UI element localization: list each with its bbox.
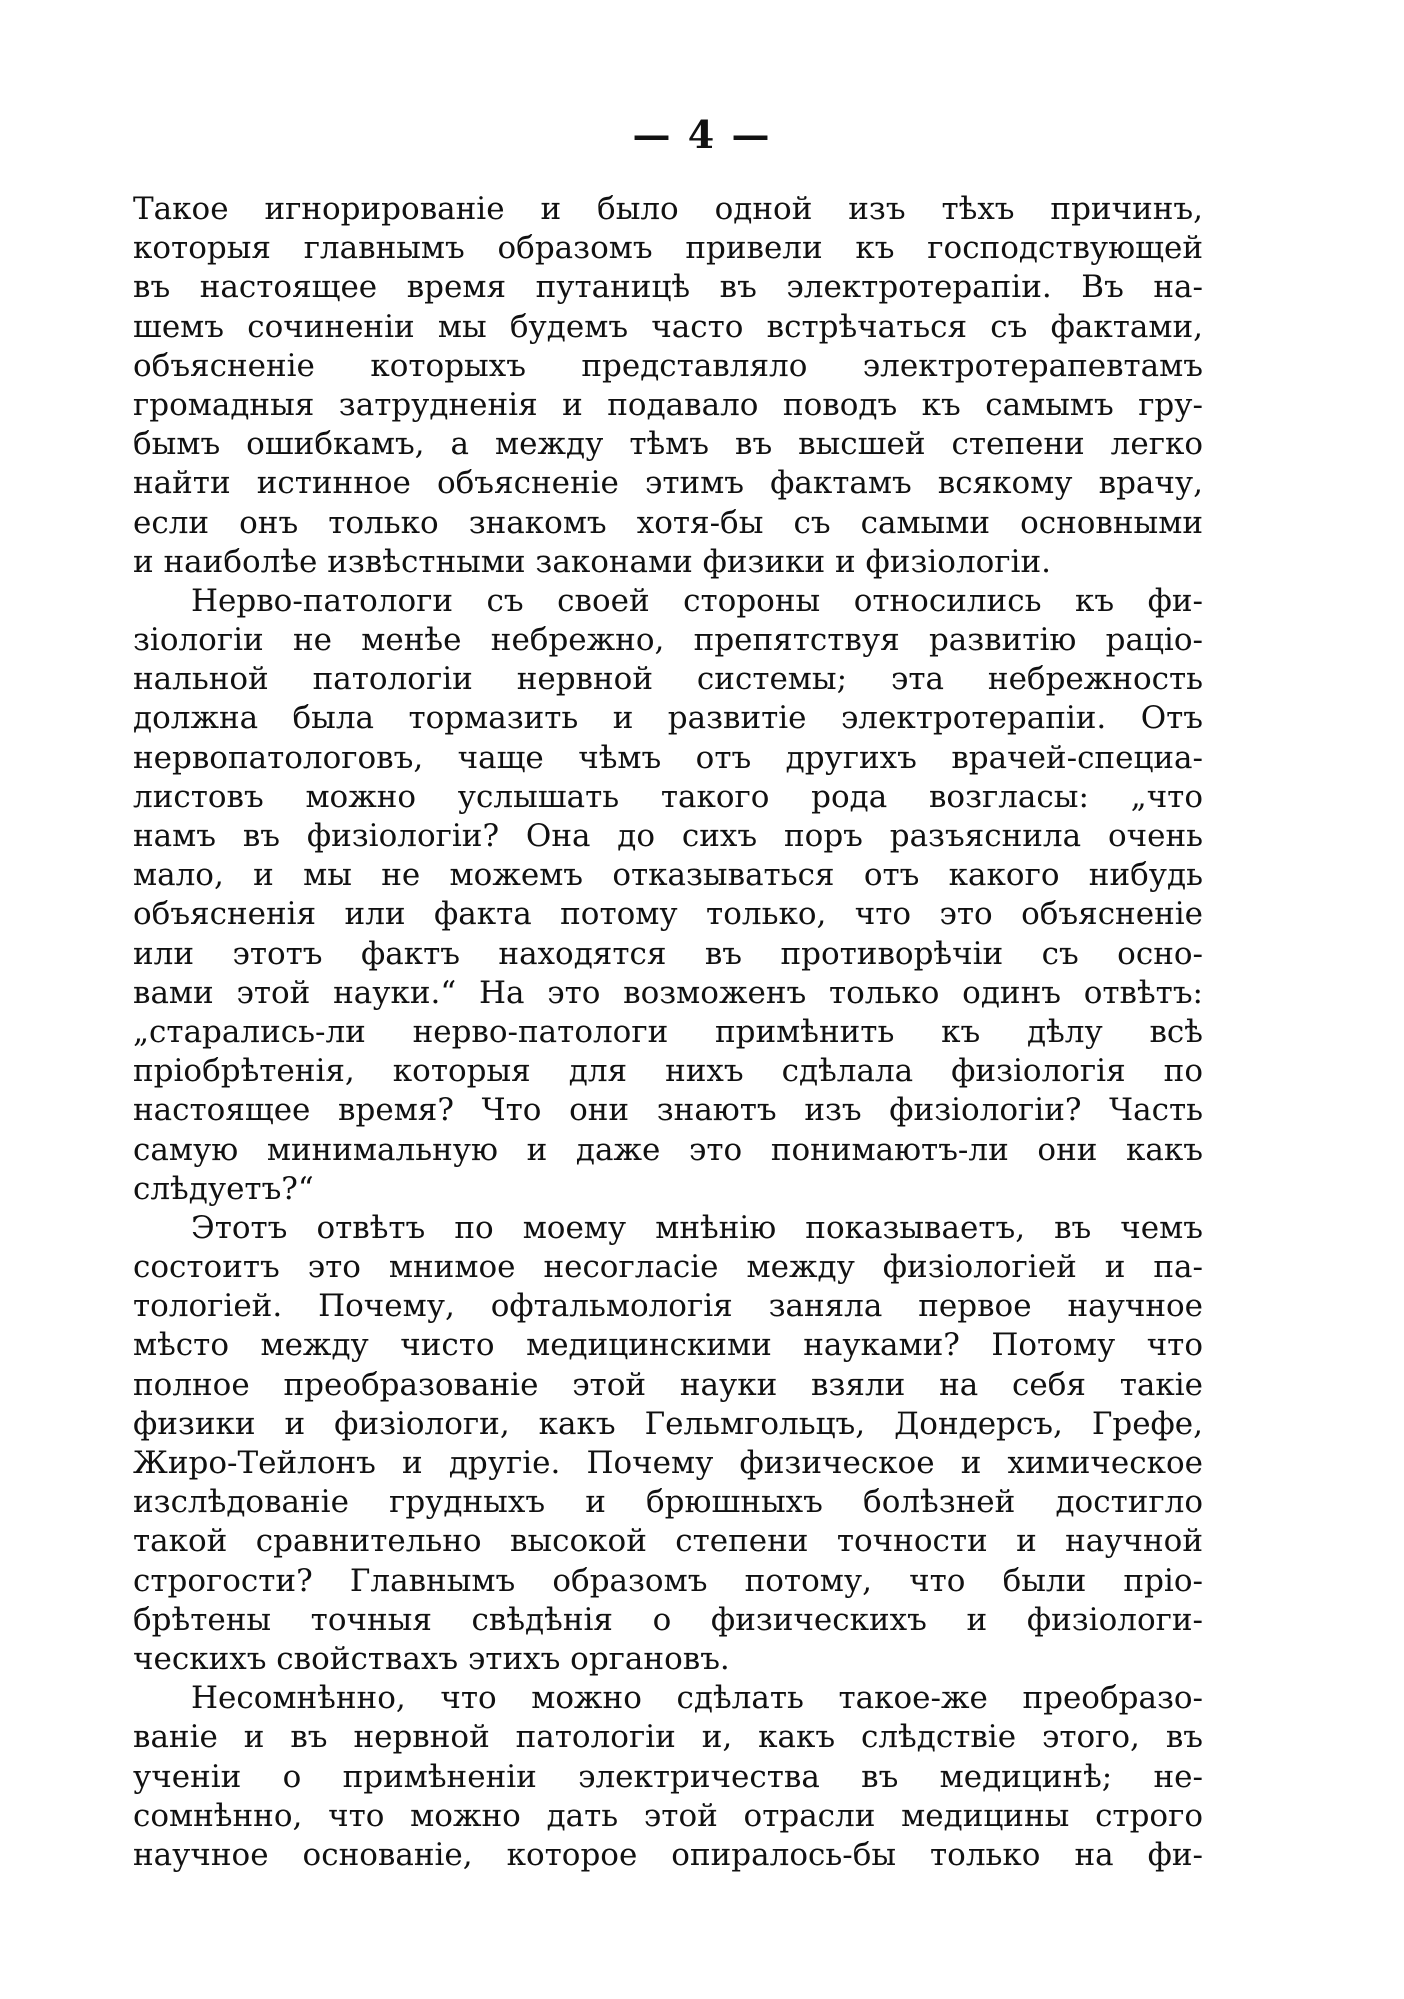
text-line: Этотъ отвѣтъ по моему мнѣнію показываетъ, въ чемъ xyxy=(191,1209,1203,1246)
text-line: ученіи о примѣненіи электричества въ медицинѣ; не- xyxy=(133,1758,1203,1795)
text-line: мѣсто между чисто медицинскими науками? Потому что xyxy=(133,1327,1203,1364)
text-line: громадныя затрудненія и подавало поводъ къ самымъ гру- xyxy=(133,386,1203,423)
text-line: ческихъ свойствахъ этихъ органовъ. xyxy=(133,1640,730,1677)
text-line: слѣдуетъ?“ xyxy=(133,1170,314,1207)
text-line: физики и физіологи, какъ Гельмгольцъ, Дондерсъ, Грефе, xyxy=(133,1405,1203,1442)
text-line: настоящее время? Что они знаютъ изъ физіологіи? Часть xyxy=(133,1092,1203,1129)
text-line: вами этой науки.“ На это возможенъ только одинъ отвѣтъ: xyxy=(133,974,1203,1011)
text-line: пріобрѣтенія, которыя для нихъ сдѣлала физіологія по xyxy=(133,1053,1203,1090)
page-number: — 4 — xyxy=(632,112,772,157)
text-line: и наиболѣе извѣстными законами физики и физіологіи. xyxy=(133,543,1051,580)
text-line: или этотъ фактъ находятся въ противорѣчіи съ осно- xyxy=(133,935,1203,972)
text-line: полное преобразованіе этой науки взяли на себя такіе xyxy=(133,1366,1203,1403)
text-line: брѣтены точныя свѣдѣнія о физическихъ и физіологи- xyxy=(133,1601,1203,1638)
text-line: такой сравнительно высокой степени точности и научной xyxy=(133,1523,1203,1560)
text-line: нальной патологіи нервной системы; эта небрежность xyxy=(133,661,1203,698)
text-line: въ настоящее время путаницѣ въ электротерапіи. Въ на- xyxy=(133,269,1203,306)
text-line: листовъ можно услышать такого рода возгласы: „что xyxy=(133,778,1203,815)
text-line: ваніе и въ нервной патологіи и, какъ слѣдствіе этого, въ xyxy=(133,1719,1203,1756)
text-line: шемъ сочиненіи мы будемъ часто встрѣчаться съ фактами, xyxy=(133,308,1203,345)
text-line: научное основаніе, которое опиралось-бы только на фи- xyxy=(133,1836,1203,1873)
text-line: Жиро-Тейлонъ и другіе. Почему физическое и химическое xyxy=(133,1445,1203,1481)
text-line: Нерво-патологи съ своей стороны относились къ фи- xyxy=(191,582,1203,619)
text-line: должна была тормазить и развитіе электротерапіи. Отъ xyxy=(133,700,1203,737)
text-line: мало, и мы не можемъ отказываться отъ какого нибудь xyxy=(133,857,1203,894)
text-line: Такое игнорированіе и было одной изъ тѣхъ причинъ, xyxy=(133,191,1203,227)
text-line: Несомнѣнно, что можно сдѣлать такое-же преобразо- xyxy=(191,1680,1203,1717)
text-line: сомнѣнно, что можно дать этой отрасли медицины строго xyxy=(133,1797,1203,1834)
text-line: „старались-ли нерво-патологи примѣнить къ дѣлу всѣ xyxy=(133,1013,1203,1050)
text-line: изслѣдованіе грудныхъ и брюшныхъ болѣзней достигло xyxy=(133,1484,1203,1521)
text-line: которыя главнымъ образомъ привели къ господствующей xyxy=(133,230,1203,267)
text-line: строгости? Главнымъ образомъ потому, что были пріо- xyxy=(133,1562,1203,1599)
text-line: зіологіи не менѣе небрежно, препятствуя развитію раціо- xyxy=(133,622,1203,659)
text-line: объясненія или факта потому только, что это объясненіе xyxy=(133,896,1203,933)
text-line: бымъ ошибкамъ, а между тѣмъ въ высшей степени легко xyxy=(133,426,1203,463)
text-line: намъ въ физіологіи? Она до сихъ поръ разъяснила очень xyxy=(133,818,1203,854)
body-text xyxy=(133,190,1203,1875)
text-line: самую минимальную и даже это понимаютъ-ли они какъ xyxy=(133,1131,1203,1168)
text-line: состоитъ это мнимое несогласіе между физіологіей и па- xyxy=(133,1249,1203,1286)
text-line: нервопатологовъ, чаще чѣмъ отъ другихъ врачей-специа- xyxy=(133,739,1203,776)
text-line: тологіей. Почему, офтальмологія заняла первое научное xyxy=(133,1288,1203,1325)
text-line: если онъ только знакомъ хотя-бы съ самыми основными xyxy=(133,504,1203,541)
text-line: объясненіе которыхъ представляло электротерапевтамъ xyxy=(133,347,1203,384)
text-line: найти истинное объясненіе этимъ фактамъ всякому врачу, xyxy=(133,465,1203,502)
